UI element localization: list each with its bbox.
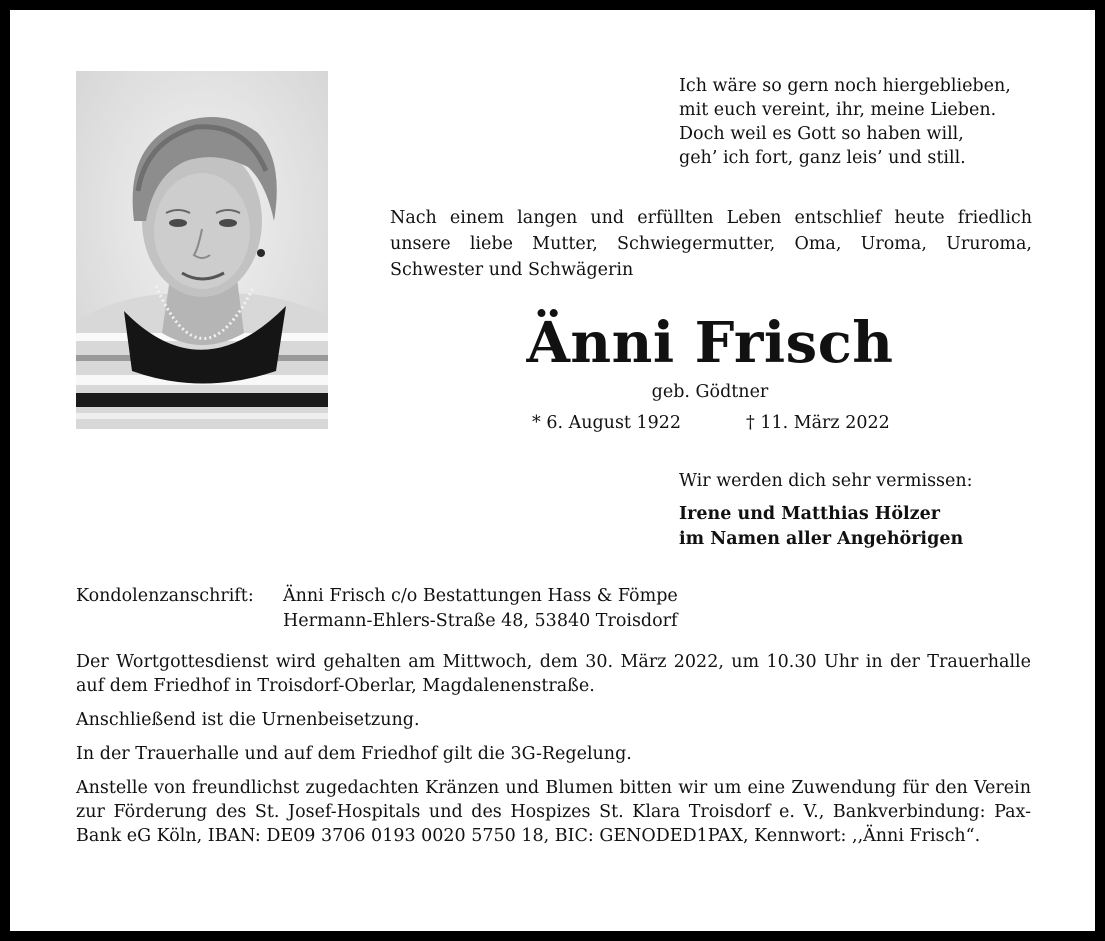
condolence-address <box>283 584 678 634</box>
mourners-intro: Wir werden dich sehr vermissen: <box>679 471 973 491</box>
portrait-photo <box>76 71 328 429</box>
obituary-notice <box>10 10 1095 931</box>
death-date: † 11. März 2022 <box>746 413 890 433</box>
poem-line: mit euch vereint, ihr, meine Lieben. <box>679 100 997 120</box>
deceased-name: Änni Frisch <box>526 310 894 376</box>
maiden-name: geb. Gödtner <box>651 382 769 402</box>
burial-paragraph: Anschließend ist die Urnenbeisetzung. <box>76 710 420 730</box>
donation-paragraph: Anstelle von freundlichst zugedachten Kränzen und Blumen bitten wir um eine Zuwendung für den Verein zur Förderung des St. Josef-Hospitals und des Hospizes St. Klara Troisdorf e. V., Bankverbindung: Pax-Bank eG Köln, IBAN: DE09 3706 0193 0020 5750 18, BIC: GENODED1PAX, Kennwort: ,,Änni Frisch“. <box>76 778 1031 846</box>
poem-line: Ich wäre so gern noch hiergeblieben, <box>679 76 1011 96</box>
mourner-line: im Namen aller Angehörigen <box>679 529 964 549</box>
address-line: Änni Frisch c/o Bestattungen Hass & Fömpe <box>283 586 678 606</box>
service-details <box>76 650 1031 858</box>
poem-verse <box>679 74 1059 170</box>
condolence-address-label: Kondolenzanschrift: <box>76 586 254 606</box>
regulation-paragraph: In der Trauerhalle und auf dem Friedhof gilt die 3G-Regelung. <box>76 744 632 764</box>
birth-date: * 6. August 1922 <box>532 413 682 433</box>
portrait-image <box>76 71 328 429</box>
announcement-intro: Nach einem langen und erfüllten Leben entschlief heute friedlich unsere liebe Mutter, Schwiegermutter, Oma, Uroma, Ururoma, Schwester und Schwägerin <box>390 208 1032 280</box>
mourner-line: Irene und Matthias Hölzer <box>679 504 940 524</box>
mourners-signature <box>679 502 963 552</box>
poem-line: geh’ ich fort, ganz leis’ und still. <box>679 148 966 168</box>
service-paragraph: Der Wortgottesdienst wird gehalten am Mittwoch, dem 30. März 2022, um 10.30 Uhr in der Trauerhalle auf dem Friedhof in Troisdorf-Oberlar, Magdalenenstraße. <box>76 652 1031 696</box>
poem-line: Doch weil es Gott so haben will, <box>679 124 964 144</box>
address-line: Hermann-Ehlers-Straße 48, 53840 Troisdorf <box>283 611 678 631</box>
